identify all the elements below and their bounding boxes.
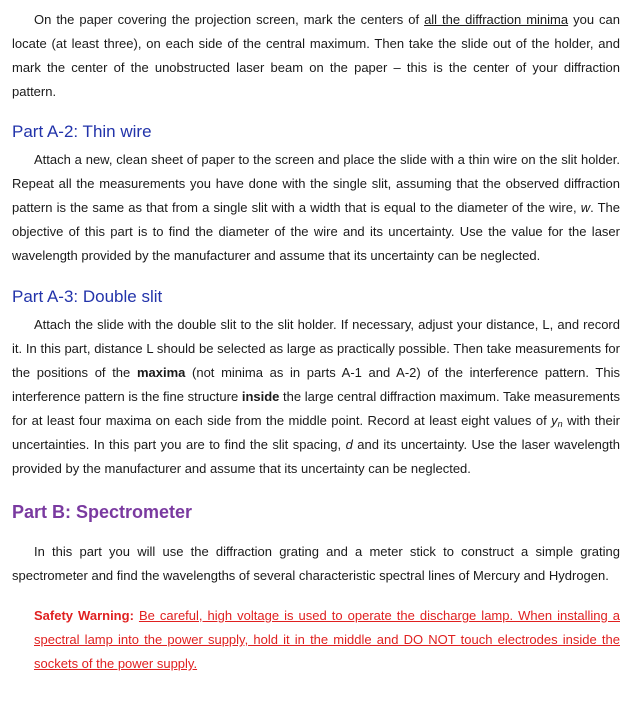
safety-warning-text: Be careful, high voltage is used to operate the discharge lamp. When installing a spectral lamp into the power supply, hold it in the middle and DO NOT touch electrodes inside the sockets of the power supply.: [34, 608, 620, 671]
part-a3-var-sub-n: n: [557, 419, 563, 429]
part-a2-paragraph: [12, 148, 620, 268]
part-a3-paragraph: [12, 313, 620, 481]
intro-underlined-text: all the diffraction minima: [424, 12, 569, 27]
document-page: [12, 8, 620, 676]
part-a2-text-a: Attach a new, clean sheet of paper to the screen and place the slide with a thin wire on the slit holder. Repeat all the measurements you have done with the single slit, assuming that the observed diffraction pattern is the same as that from a single slit with a width that is equal to the diameter of the wire,: [12, 152, 620, 215]
part-b-paragraph: In this part you will use the diffraction grating and a meter stick to construct a simple grating spectrometer and find the wavelengths of several characteristic spectral lines of Mercury and Hydrogen.: [12, 544, 620, 583]
part-a3-bold-inside: inside: [241, 389, 280, 404]
part-a2-var-w: w: [580, 200, 591, 215]
part-a3-text-a: Attach the slide with the double slit to the slit holder. If necessary, adjust your distance, L, and record it. In this part, distance L should be selected as large as practically possible. Then take measurements for the positions of the: [12, 317, 620, 380]
part-a3-text-c: the large central diffraction maximum. Take measurements for at least four maxima on each side from the middle point. Record at least eight values of: [12, 389, 620, 428]
part-a3-text-e: and its uncertainty. Use the laser wavelength provided by the manufacturer and assume that its uncertainty can be neglected.: [12, 437, 620, 476]
part-a3-heading: Part A-3: Double slit: [12, 287, 163, 306]
part-a3-var-d: d: [345, 437, 353, 452]
intro-paragraph: [12, 8, 620, 104]
part-a3-text-d: with their uncertainties. In this part you are to find the slit spacing,: [12, 413, 620, 452]
part-a2-heading: Part A-2: Thin wire: [12, 122, 152, 141]
part-a3-bold-maxima: maxima: [136, 365, 186, 380]
part-b-heading: Part B: Spectrometer: [12, 502, 193, 522]
part-a2-text-b: . The objective of this part is to find the diameter of the wire and its uncertainty. Use the value for the laser wavelength provided by the manufacturer and assume that its uncertainty can be neglected.: [12, 200, 621, 263]
intro-text-b: you can locate (at least three), on each side of the central maximum. Then take the slide out of the holder, and mark the center of the unobstructed laser beam on the paper – this is the center of your diffraction pattern.: [12, 12, 620, 99]
part-a3-var-y: y: [551, 413, 558, 428]
intro-text-a: On the paper covering the projection screen, mark the centers of: [34, 12, 425, 27]
safety-warning: [34, 604, 620, 676]
part-a3-text-b: (not minima as in parts A-1 and A-2) of the interference pattern. This interference pattern is the fine structure: [12, 365, 620, 404]
safety-warning-label: Safety Warning:: [34, 608, 134, 623]
